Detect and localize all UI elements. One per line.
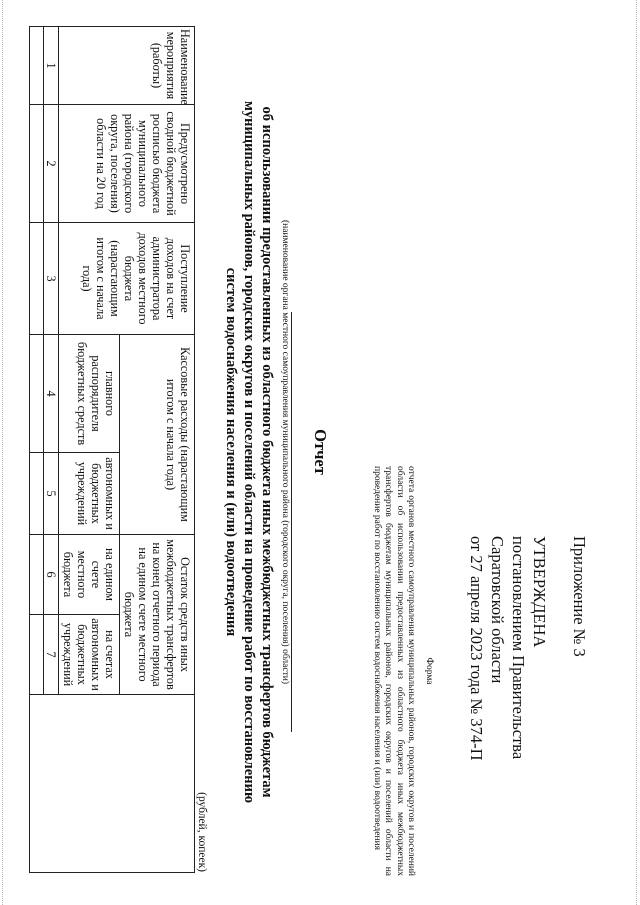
header-cell-event: Наименование мероприятия (работы): [59, 27, 195, 105]
column-number: 1: [44, 27, 59, 105]
column-number: 4: [44, 335, 59, 453]
table-cell: [30, 27, 44, 105]
header-cell-cash-expenses: Кассовые расходы (нарастающим итогом с начала года): [120, 335, 195, 535]
header-cell-institutions: автономных и бюджетных учреждений: [59, 453, 120, 535]
report-subject: [222, 42, 276, 862]
column-number: 2: [44, 105, 59, 223]
column-number: 3: [44, 223, 59, 335]
region-name: Саратовской области: [488, 536, 507, 684]
approved-label: УТВЕРЖДЕНА: [530, 536, 549, 648]
report-table: [29, 26, 195, 873]
table-cell: [30, 223, 44, 335]
table-cell: [30, 535, 44, 615]
table-blank-area: [30, 695, 195, 873]
appendix-number: Приложение № 3: [570, 536, 589, 657]
rotated-document-page: [32, 22, 592, 882]
header-cell-institution-accounts: на счетах автономных и бюджетных учреждений: [59, 615, 120, 695]
header-cell-single-account: на едином счете местного бюджета: [59, 535, 120, 615]
form-description: отчета органов местного самоуправления муниципальных районов, городских округов и поселений области об использовании предоставленных из областного бюджета иных межбюджетных трансфертов бюджетам муниципальных районов, городских округов и поселений области на проведение работ по восстановлению систем водоснабжения населения и (или) водоотведения: [372, 466, 417, 876]
decree-reference: от 27 апреля 2023 года № 374-П: [467, 536, 486, 761]
header-cell-balance-text: Остаток средств иных межбюджетных трансфертов на конец отчетного периода: [150, 539, 192, 690]
form-block: [371, 466, 435, 876]
currency-units: (рублей, копеек): [196, 792, 208, 872]
header-cell-balance-subtext: на едином счете местного бюджета: [122, 547, 150, 682]
form-title: Форма: [424, 657, 434, 685]
header-cell-income: Поступление доходов на счет администратора доходов местного бюджета (нарастающим итогом с начала года): [59, 223, 195, 335]
report-subject-line: систем водоснабжения населения и (или) водоотведения: [223, 267, 239, 637]
report-subject-line: муниципальных районов, городских округов и поселений области на проведение работ по восстановлению: [241, 100, 257, 804]
column-number: 7: [44, 615, 59, 695]
table-cell: [30, 453, 44, 535]
header-cell-planned: Предусмотрено сводной бюджетной росписью бюджета муниципального района (городского округа, поселения) области на 20 год: [59, 105, 195, 223]
header-cell-chief-distributor: главного распорядителя бюджетных средств: [59, 335, 120, 453]
approved-by: постановлением Правительства: [509, 536, 528, 760]
column-number: 5: [44, 453, 59, 535]
table-cell: [30, 105, 44, 223]
table-header-row: [120, 27, 195, 873]
header-cell-balance: [120, 535, 195, 695]
table-cell: [30, 615, 44, 695]
report-title: Отчет: [311, 429, 330, 475]
column-number: 6: [44, 535, 59, 615]
table-cell: [30, 335, 44, 453]
organization-name-line: [291, 312, 292, 732]
organization-caption: (наименование органа местного самоуправления муниципального района (городского округа, поселения) области): [280, 219, 290, 684]
approval-block: [466, 536, 590, 876]
page-edge-right: [636, 0, 637, 905]
report-subject-line: об использовании предоставленных из областного бюджета иных межбюджетных трансфертов бюджетам: [259, 106, 275, 798]
page-edge-left: [2, 0, 3, 905]
